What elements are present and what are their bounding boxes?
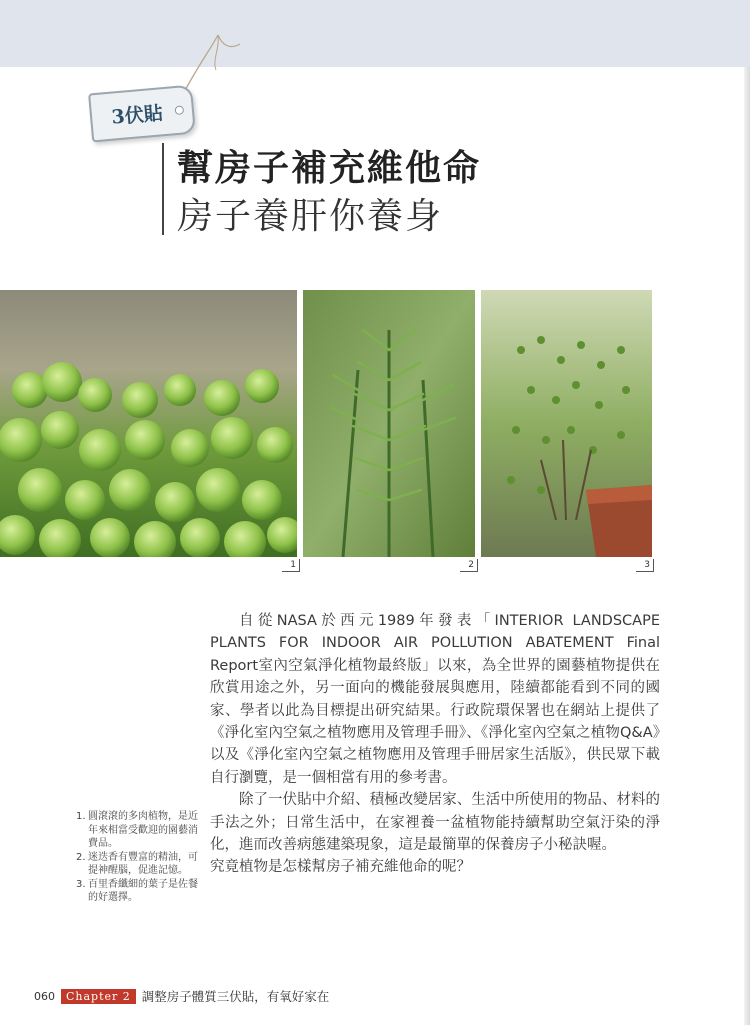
- photo-number: 3: [636, 559, 654, 572]
- caption-number: 1.: [76, 811, 86, 822]
- caption-number: 2.: [76, 851, 86, 863]
- article-body: [210, 610, 660, 879]
- rosemary-photo: [303, 290, 475, 557]
- caption-item: [76, 851, 200, 878]
- caption-text: 圓滾滾的多肉植物，是近年來相當受歡迎的園藝消費品。: [88, 811, 198, 849]
- header-band: [0, 0, 750, 67]
- section-tag-label: 3伏貼: [110, 102, 164, 129]
- caption-text: 百里香纖細的葉子是佐餐的好選擇。: [88, 878, 198, 903]
- body-paragraph: 自從NASA於西元1989年發表「INTERIOR LANDSCAPE PLANTS FOR INDOOR AIR POLLUTION ABATEMENT Final Report室內空氣淨化植物最終版」以來，為全世界的園藝植物提供在欣賞用途之外，另一面向的機能發展與應用，陸續都能看到不同的國家、學者以此為目標提出研究結果。行政院環保署也在網站上提供了《淨化室內空氣之植物應用及管理手冊》、《淨化室內空氣之植物Q&A》以及《淨化室內空氣之植物應用及管理手冊居家生活版》，供民眾下載自行瀏覽，是一個相當有用的參考書。: [210, 613, 660, 786]
- section-tag: [88, 85, 196, 143]
- chapter-badge: Chapter 2: [61, 989, 136, 1004]
- photo-number: 2: [460, 559, 478, 572]
- caption-number: 3.: [76, 878, 86, 890]
- caption-text: 迷迭香有豐富的精油，可提神醒腦，促進記憶。: [88, 851, 198, 876]
- photo-captions: [76, 810, 200, 905]
- page-subtitle: 房子養肝你養身: [177, 196, 444, 237]
- tag-hole-icon: [174, 105, 184, 115]
- body-paragraph: 究竟植物是怎樣幫房子補充維他命的呢？: [210, 859, 471, 876]
- page-title: 幫房子補充維他命: [177, 148, 482, 189]
- page-footer: [34, 987, 329, 1005]
- thyme-photo: [481, 290, 652, 557]
- body-paragraph: 除了一伏貼中介紹、積極改變居家、生活中所使用的物品、材料的手法之外；日常生活中，在家裡養一盆植物能持續幫助空氣汙染的淨化，進而改善病態建築現象，這是最簡單的保養房子小秘訣喔。: [210, 792, 660, 854]
- succulent-photo: [0, 290, 297, 557]
- chapter-title: 調整房子體質三伏貼，有氧好家在: [141, 989, 330, 1004]
- page-number: 060: [34, 989, 55, 1003]
- title-divider: [162, 143, 164, 235]
- caption-item: [76, 878, 200, 905]
- page-edge: [744, 67, 750, 1025]
- photo-number: 1: [282, 559, 300, 572]
- caption-item: [76, 810, 200, 851]
